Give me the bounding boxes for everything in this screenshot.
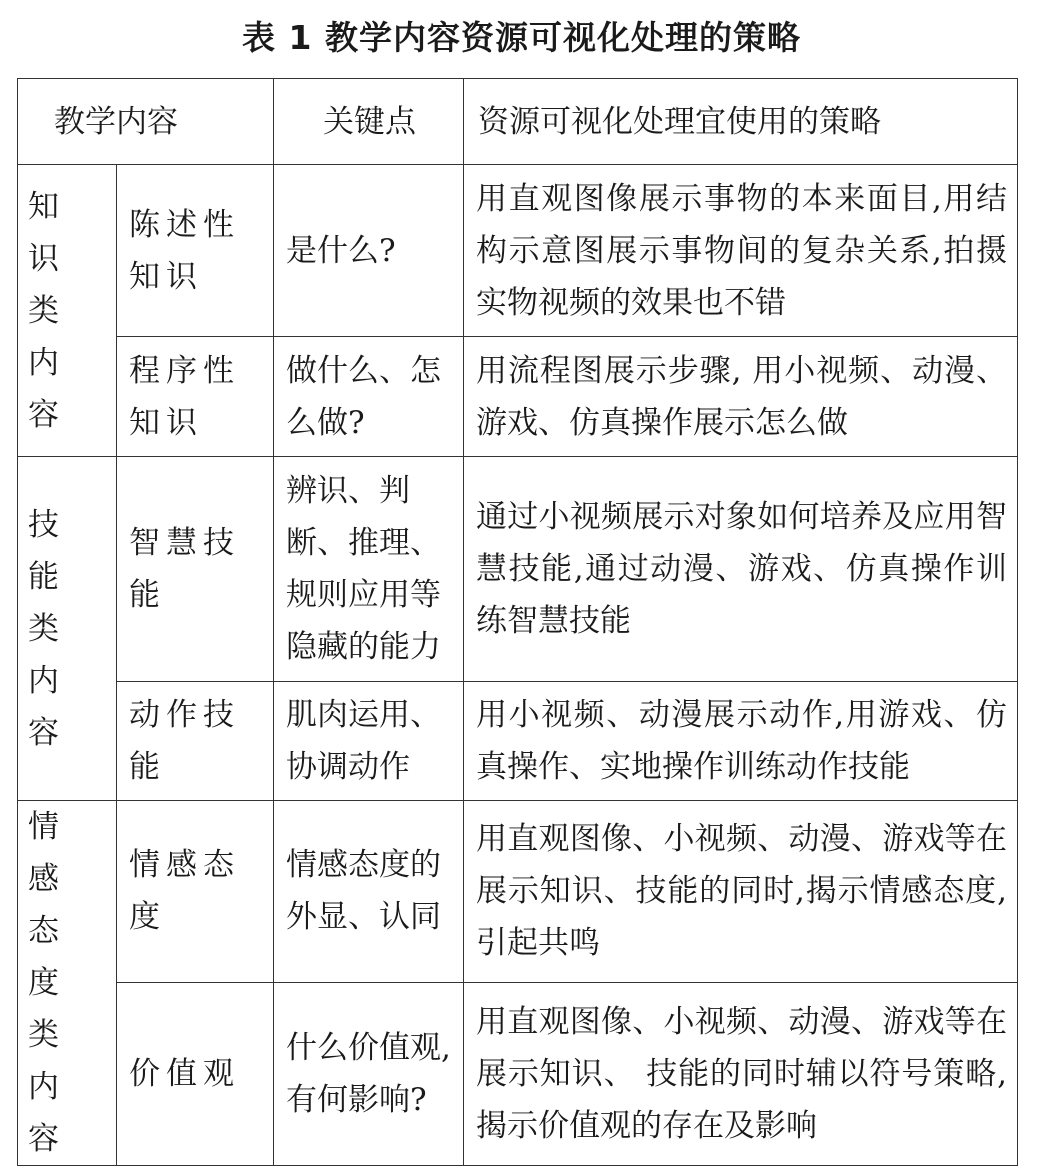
strategy-cell: 用直观图像、小视频、动漫、游戏等在展示知识、技能的同时,揭示情感态度,引起共鸣 xyxy=(464,801,1018,983)
strategy-cell: 用直观图像展示事物的本来面目,用结构示意图展示事物间的复杂关系,拍摄实物视频的效果也不错 xyxy=(464,165,1018,337)
header-row xyxy=(18,79,1018,165)
category-cell: 技能类内容 xyxy=(18,457,117,801)
subcategory-cell: 价值观 xyxy=(117,982,274,1165)
table-row xyxy=(18,337,1018,457)
table-row xyxy=(18,982,1018,1165)
key-point-cell: 辨识、判断、推理、规则应用等隐藏的能力 xyxy=(274,457,464,682)
table-row xyxy=(18,801,1018,983)
subcategory-cell: 程序性知识 xyxy=(117,337,274,457)
key-point-cell: 做什么、怎么做? xyxy=(274,337,464,457)
strategy-cell: 用流程图展示步骤, 用小视频、动漫、游戏、仿真操作展示怎么做 xyxy=(464,337,1018,457)
strategy-cell: 通过小视频展示对象如何培养及应用智慧技能,通过动漫、游戏、仿真操作训练智慧技能 xyxy=(464,457,1018,682)
table-caption: 表 1 教学内容资源可视化处理的策略 xyxy=(242,18,801,57)
header-strategy: 资源可视化处理宜使用的策略 xyxy=(464,79,1018,165)
strategy-cell: 用直观图像、小视频、动漫、游戏等在展示知识、 技能的同时辅以符号策略,揭示价值观的存在及影响 xyxy=(464,982,1018,1165)
strategy-cell: 用小视频、动漫展示动作,用游戏、仿真操作、实地操作训练动作技能 xyxy=(464,682,1018,801)
header-key-point: 关键点 xyxy=(274,79,464,165)
subcategory-cell: 情感态度 xyxy=(117,801,274,983)
subcategory-cell: 智慧技能 xyxy=(117,457,274,682)
table-row xyxy=(18,457,1018,682)
category-cell: 知识类内容 xyxy=(18,165,117,457)
subcategory-cell: 动作技能 xyxy=(117,682,274,801)
key-point-cell: 什么价值观,有何影响? xyxy=(274,982,464,1165)
key-point-cell: 情感态度的外显、认同 xyxy=(274,801,464,983)
key-point-cell: 是什么? xyxy=(274,165,464,337)
strategy-table xyxy=(17,78,1018,1166)
table-row xyxy=(18,165,1018,337)
category-cell: 情感态度类内容 xyxy=(18,801,117,1166)
key-point-cell: 肌肉运用、协调动作 xyxy=(274,682,464,801)
header-teaching-content: 教学内容 xyxy=(18,79,274,165)
table-row xyxy=(18,682,1018,801)
subcategory-cell: 陈述性知识 xyxy=(117,165,274,337)
